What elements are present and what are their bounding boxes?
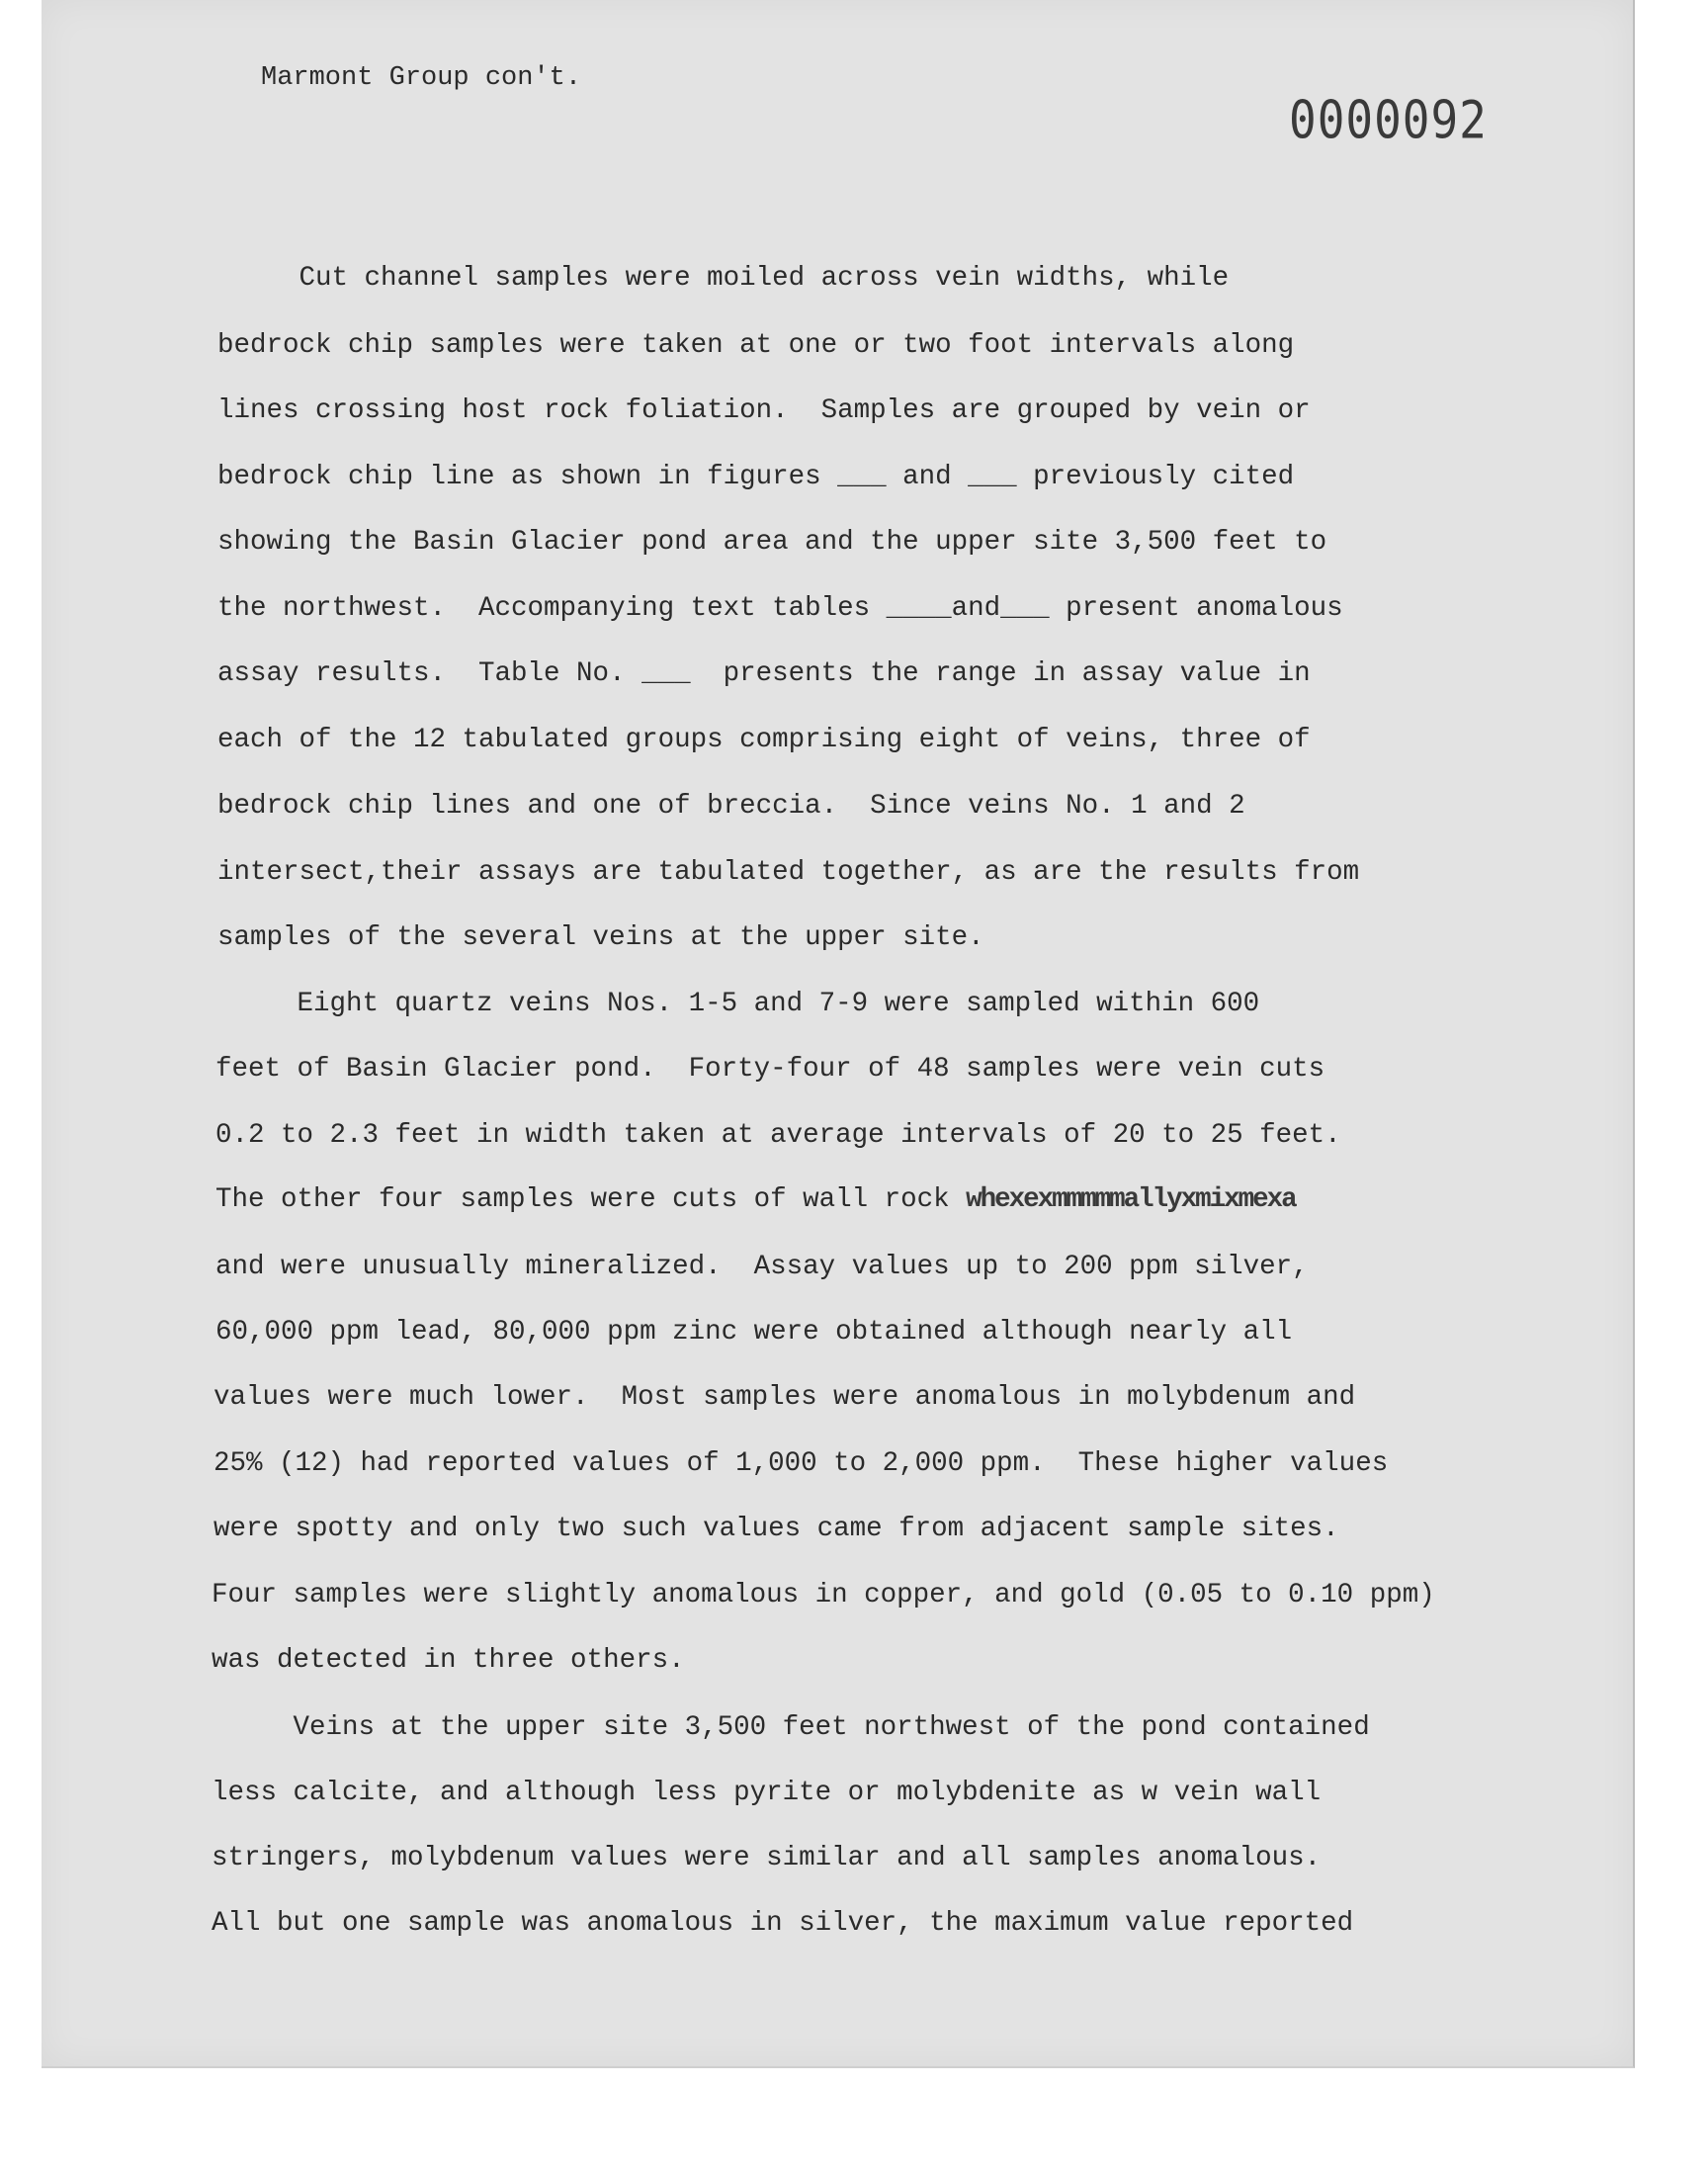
text-line-start: The other four samples were cuts of wall rock — [215, 1184, 967, 1215]
text-line: 0.2 to 2.3 feet in width taken at average intervals of 20 to 25 feet. — [215, 1120, 1341, 1151]
text-line: each of the 12 tabulated groups comprising eight of veins, three of — [217, 725, 1311, 755]
text-line: 25% (12) had reported values of 1,000 to 2,000 ppm. These higher values — [214, 1448, 1389, 1479]
text-line: All but one sample was anomalous in silver, the maximum value reported — [212, 1908, 1354, 1939]
text-line: bedrock chip line as shown in figures ___ and ___ previously cited — [217, 462, 1295, 492]
text-line: Cut channel samples were moiled across vein widths, while — [217, 263, 1230, 294]
text-line — [215, 1184, 1296, 1216]
text-line: samples of the several veins at the upper site. — [217, 922, 984, 953]
text-line: intersect,their assays are tabulated together, as are the results from — [217, 857, 1360, 888]
text-line: stringers, molybdenum values were similar and all samples anomalous. — [212, 1843, 1322, 1873]
document-page — [42, 0, 1635, 2068]
text-line: lines crossing host rock foliation. Samples are grouped by vein or — [217, 395, 1311, 426]
text-line: Four samples were slightly anomalous in copper, and gold (0.05 to 0.10 ppm) — [212, 1580, 1435, 1610]
text-line: values were much lower. Most samples were anomalous in molybdenum and — [214, 1382, 1356, 1413]
text-line: the northwest. Accompanying text tables ____and___ present anomalous — [217, 593, 1343, 624]
text-line: was detected in three others. — [212, 1645, 685, 1676]
text-line: showing the Basin Glacier pond area and the upper site 3,500 feet to — [217, 527, 1327, 558]
struck-out-text: whexexmmmmmallyxmixmexa — [966, 1184, 1296, 1215]
page-number-stamp: 0000092 — [1289, 88, 1488, 151]
text-line: were spotty and only two such values came from adjacent sample sites. — [214, 1514, 1339, 1544]
running-header: Marmont Group con't. — [261, 63, 582, 93]
text-line: feet of Basin Glacier pond. Forty-four of 48 samples were vein cuts — [215, 1054, 1325, 1085]
text-line: bedrock chip lines and one of breccia. Since veins No. 1 and 2 — [217, 791, 1245, 822]
text-line: 60,000 ppm lead, 80,000 ppm zinc were obtained although nearly all — [215, 1317, 1293, 1348]
text-line: Eight quartz veins Nos. 1-5 and 7-9 were sampled within 600 — [215, 989, 1260, 1019]
text-line: bedrock chip samples were taken at one or two foot intervals along — [217, 330, 1295, 361]
text-line: Veins at the upper site 3,500 feet northwest of the pond contained — [212, 1712, 1370, 1743]
text-line: assay results. Table No. ___ presents the range in assay value in — [217, 658, 1311, 689]
text-line: and were unusually mineralized. Assay values up to 200 ppm silver, — [215, 1252, 1309, 1282]
text-line: less calcite, and although less pyrite or molybdenite as w vein wall — [212, 1778, 1322, 1808]
